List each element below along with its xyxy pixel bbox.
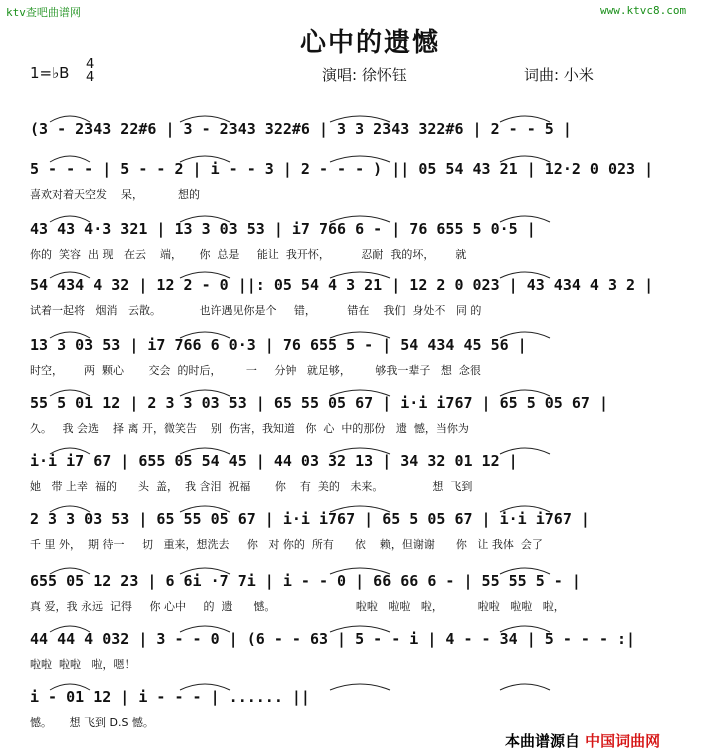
note-line: 5 - - - | 5 - - 2 | i - - 3 | 2 - - - ) || 05 54 43 21 | 12·2 0 023 | xyxy=(30,160,654,178)
lyric-line: 真 爱，我 永远 记得 你 心中 的 遗 憾。 啦啦 啦啦 啦， 啦啦 啦啦 啦， xyxy=(30,600,565,613)
key-signature: 1=♭B xyxy=(30,64,70,82)
lyric-line: 试着一起将 烟消 云散。 也许遇见你是个 错， 错在 我们 身处不 同 的 xyxy=(30,304,482,317)
lyric-line: 啦啦 啦啦 啦，嗯！ xyxy=(30,658,136,671)
footer-source-site: 中国词曲网 xyxy=(585,732,661,750)
score-row xyxy=(30,620,680,672)
score-row xyxy=(30,500,680,552)
slur-arc xyxy=(500,684,550,690)
note-line: 43 43 4·3 321 | 13 3 03 53 | i7 766 6 - | 76 655 5 0·5 | xyxy=(30,220,536,238)
score-row xyxy=(30,266,680,318)
page-title: 心中的遗憾 xyxy=(300,28,441,58)
note-line: 55 5 01 12 | 2 3 3 03 53 | 65 55 05 67 | i·i i767 | 65 5 05 67 | xyxy=(30,394,608,412)
note-line: 2 3 3 03 53 | 65 55 05 67 | i·i i767 | 65 5 05 67 | i·i i767 | xyxy=(30,510,590,528)
note-line: 13 3 03 53 | i7 766 6 0·3 | 76 655 5 - | 54 434 45 56 | xyxy=(30,336,527,354)
singer-credit: 演唱: 徐怀钰 xyxy=(322,66,407,84)
time-signature xyxy=(86,58,94,84)
lyric-line: 时空， 两 颗心 交会 的时后， 一 分钟 就足够， 够我一辈子 想 念很 xyxy=(30,364,481,377)
lyric-line: 喜欢对着天空发 呆， 想的 xyxy=(30,188,200,201)
note-line: i·i i7 67 | 655 05 54 45 | 44 03 32 13 | 34 32 01 12 | xyxy=(30,452,518,470)
score-row xyxy=(30,326,680,378)
score-row xyxy=(30,678,680,730)
score-row xyxy=(30,562,680,614)
note-line: i - 01 12 | i - - - | ...... || xyxy=(30,688,310,706)
lyric-line: 憾。 想 飞到 D.S 憾。 xyxy=(30,716,154,729)
score-row xyxy=(30,210,680,262)
lyric-line: 久。 我 会选 择 离 开，微笑告 别 伤害，我知道 你 心 中的那份 遗 憾，当你为 xyxy=(30,422,469,435)
time-top: 4 xyxy=(86,57,95,72)
score-row xyxy=(30,442,680,494)
score-row xyxy=(30,384,680,436)
note-line: 54 434 4 32 | 12 2 - 0 ||: 05 54 4 3 21 | 12 2 0 023 | 43 434 4 3 2 | xyxy=(30,276,654,294)
footer-source xyxy=(505,730,660,751)
lyric-line: 千 里 外， 期 待一 切 重来，想洗去 你 对 你的 所有 依 赖，但谢谢 你 让 我体 会了 xyxy=(30,538,543,551)
time-bottom: 4 xyxy=(86,70,95,85)
watermark-right: www.ktvc8.com xyxy=(600,4,687,17)
note-line: (3 - 2343 22#6 | 3 - 2343 322#6 | 3 3 2343 322#6 | 2 - - 5 | xyxy=(30,120,572,138)
footer-source-text: 本曲谱源自 xyxy=(505,732,581,750)
note-line: 44 44 4 032 | 3 - - 0 | (6 - - 63 | 5 - - i | 4 - - 34 | 5 - - - :| xyxy=(30,630,636,648)
composer-credit: 词曲: 小米 xyxy=(524,66,594,84)
slur-arc xyxy=(330,684,390,690)
note-line: 655 05 12 23 | 6 6i ·7 7i | i - - 0 | 66 66 6 - | 55 55 5 - | xyxy=(30,572,581,590)
lyric-line: 你的 笑容 出 现 在云 端， 你 总是 能让 我开怀， 忍耐 我的坏， 就 xyxy=(30,248,467,261)
score-row xyxy=(30,150,680,202)
watermark-left: ktv查吧曲谱网 xyxy=(6,6,81,19)
lyric-line: 她 带 上幸 福的 头 盖， 我 含泪 祝福 你 有 美的 未来。 想 飞到 xyxy=(30,480,473,493)
